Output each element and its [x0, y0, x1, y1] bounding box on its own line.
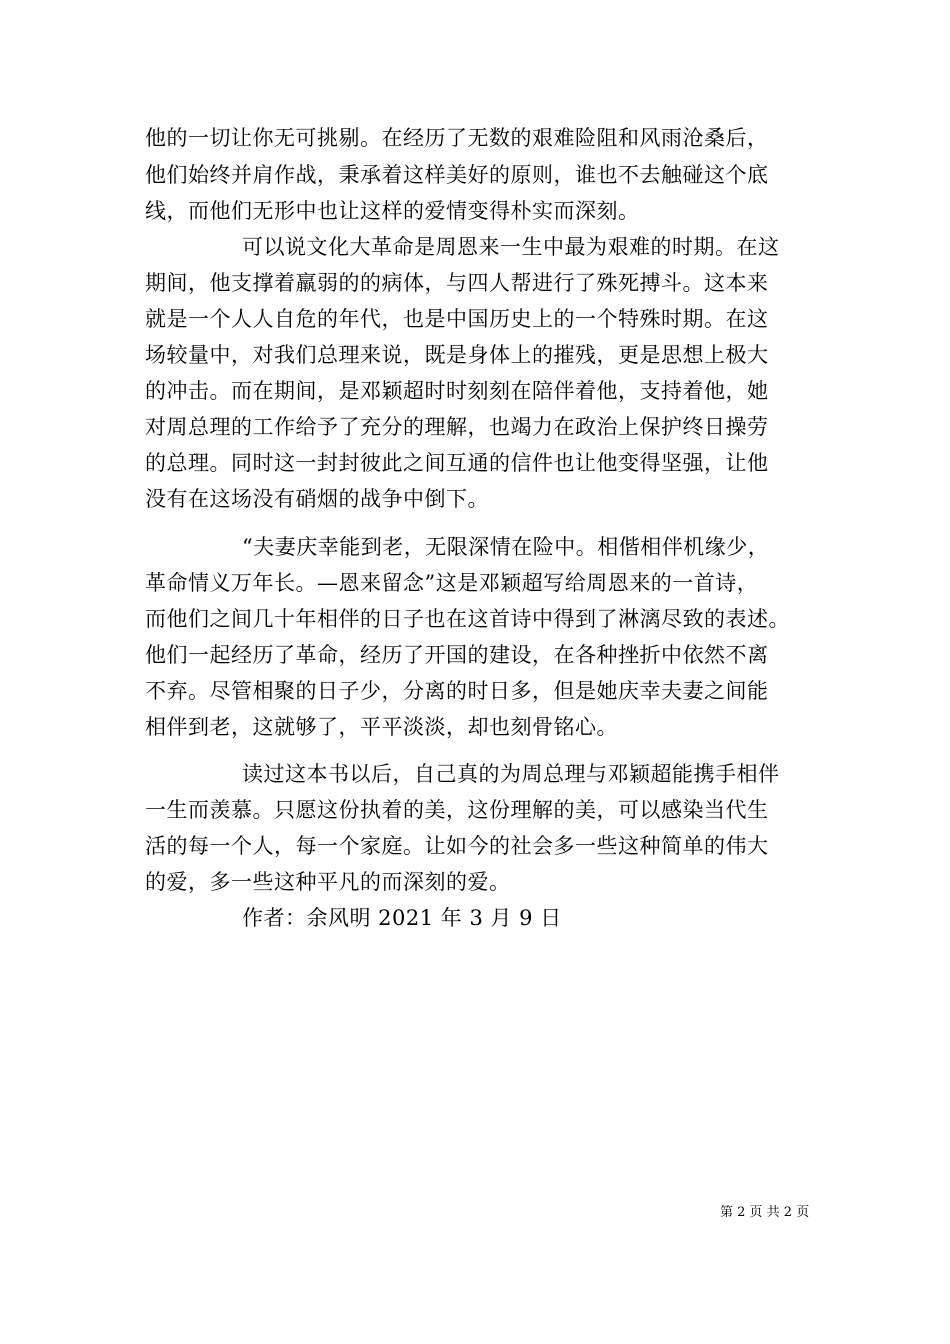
paragraph-start-line: “夫妻庆幸能到老，无限深情在险中。相偕相伴机缘少， [242, 535, 770, 559]
paragraph-start-line: 可以说文化大革命是周恩来一生中最为艰难的时期。在这 [242, 235, 780, 259]
text-line: 一生而羡慕。只愿这份执着的美，这份理解的美，可以感染当代生 [145, 798, 769, 822]
text-line: 的爱，多一些这种平凡的而深刻的爱。 [145, 870, 511, 894]
text-line: 而他们之间几十年相伴的日子也在这首诗中得到了淋漓尽致的表述。 [145, 607, 790, 631]
text-line: 他的一切让你无可挑剔。在经历了无数的艰难险阻和风雨沧桑后， [145, 126, 769, 150]
paragraph-start-line: 读过这本书以后，自己真的为周总理与邓颖超能携手相伴 [242, 762, 780, 786]
text-line: 对周总理的工作给予了充分的理解，也竭力在政治上保护终日操劳 [145, 415, 769, 439]
text-line: 线，而他们无形中也让这样的爱情变得朴实而深刻。 [145, 199, 640, 223]
text-line: 就是一个人人自危的年代，也是中国历史上的一个特殊时期。在这 [145, 307, 769, 331]
text-line: 的冲击。而在期间，是邓颖超时时刻刻在陪伴着他，支持着他，她 [145, 379, 769, 403]
page-number: 第 2 页 共 2 页 [720, 1205, 810, 1220]
text-line: 期间，他支撑着羸弱的的病体，与四人帮进行了殊死搏斗。这本来 [145, 271, 769, 295]
text-line: 场较量中，对我们总理来说，既是身体上的摧残，更是思想上极大 [145, 343, 769, 367]
author-signature: 作者：余风明 2021 年 3 月 9 日 [242, 906, 562, 930]
text-line: 相伴到老，这就够了，平平淡淡，却也刻骨铭心。 [145, 715, 618, 739]
text-line: 不弃。尽管相聚的日子少，分离的时日多，但是她庆幸夫妻之间能 [145, 679, 769, 703]
text-line: 的总理。同时这一封封彼此之间互通的信件也让他变得坚强，让他 [145, 451, 769, 475]
text-line: 革命情义万年长。—恩来留念”这是邓颖超写给周恩来的一首诗， [145, 571, 759, 595]
text-line: 他们一起经历了革命，经历了开国的建设，在各种挫折中依然不离 [145, 643, 769, 667]
text-line: 没有在这场没有硝烟的战争中倒下。 [145, 487, 489, 511]
text-line: 活的每一个人，每一个家庭。让如今的社会多一些这种简单的伟大 [145, 834, 769, 858]
text-line: 他们始终并肩作战，秉承着这样美好的原则，谁也不去触碰这个底 [145, 163, 769, 187]
